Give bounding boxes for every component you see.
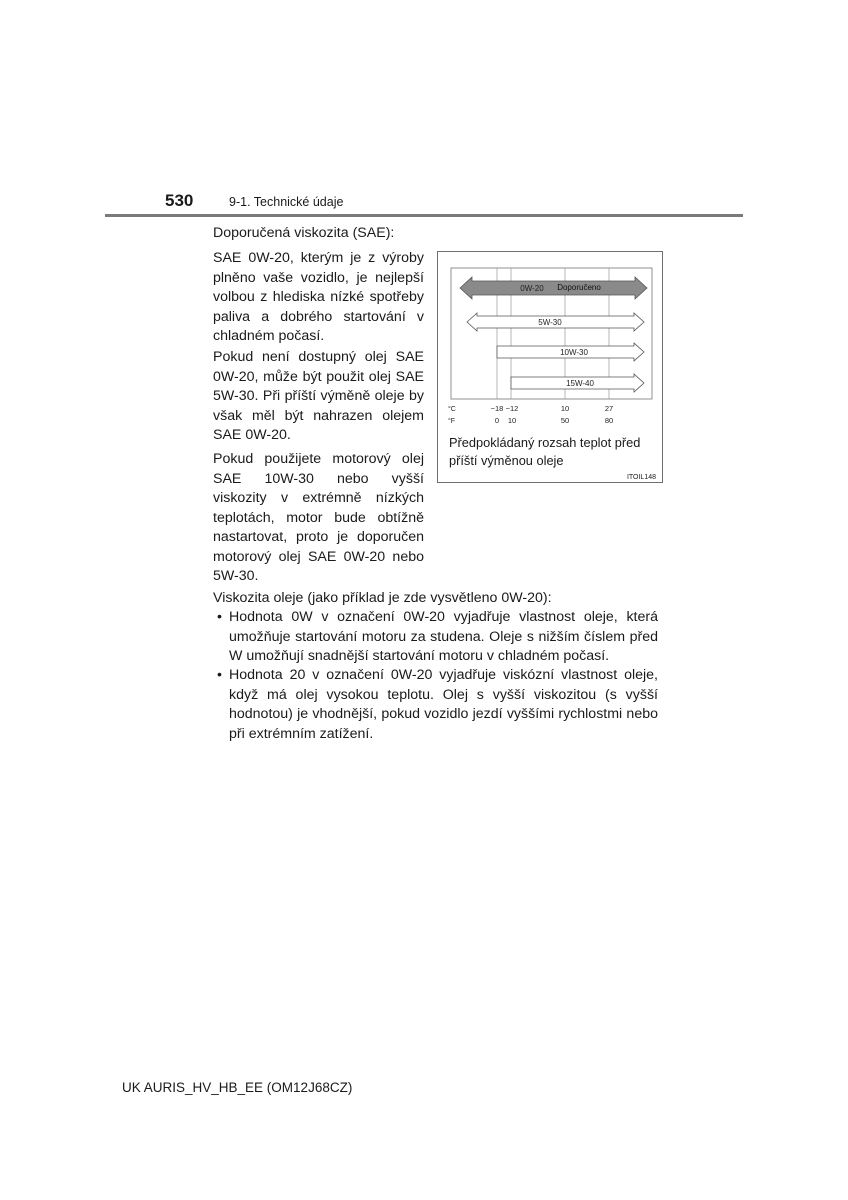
figure-id: ITOIL148 bbox=[626, 474, 656, 481]
bar-10w30-label: 10W-30 bbox=[560, 348, 588, 357]
page-number: 530 bbox=[165, 191, 194, 210]
paragraph-factory-oil: SAE 0W-20, kterým je z výroby plněno vaše vozidlo, je nejlepší volbou z hlediska nízké spotřeby paliva a dobrého startování v chladném počasí. bbox=[213, 250, 424, 344]
bullet-symbol: • bbox=[217, 609, 222, 625]
celsius-tick: −18 bbox=[490, 404, 504, 413]
bar-0w20-arrow bbox=[460, 277, 647, 299]
fahrenheit-tick: 0 bbox=[494, 416, 500, 425]
bar-0w20-tag: Doporučeno bbox=[557, 283, 601, 292]
fahrenheit-unit: °F bbox=[448, 418, 456, 425]
bullet-text: Hodnota 0W v označení 0W-20 vyjadřuje vlastnost oleje, která umožňuje startování motoru za studena. Oleje s nižším číslem před W umožňují snadnější startování motoru v chladném počasí. bbox=[229, 609, 658, 664]
fahrenheit-tick: 50 bbox=[560, 416, 570, 425]
bullet-symbol: • bbox=[217, 667, 222, 683]
paragraph-alternative-oil: Pokud není dostupný olej SAE 0W-20, může být použit olej SAE 5W-30. Při příští výměně oleje by však měl být nahrazen olejem SAE 0W-20. bbox=[213, 349, 424, 443]
list-item bbox=[217, 608, 658, 667]
fahrenheit-tick: 10 bbox=[507, 416, 517, 425]
viscosity-heading: Doporučená viskozita (SAE): bbox=[213, 225, 395, 241]
oil-temperature-figure bbox=[437, 251, 663, 483]
paragraph-viscosity-example: Viskozita oleje (jako příklad je zde vysvětleno 0W-20): bbox=[213, 590, 552, 606]
header-rule bbox=[105, 214, 743, 217]
section-title: 9-1. Technické údaje bbox=[229, 195, 344, 209]
footer-manual-code: UK AURIS_HV_HB_EE (OM12J68CZ) bbox=[122, 1080, 353, 1095]
paragraph-high-viscosity: Pokud použijete motorový olej SAE 10W-30 nebo vyšší viskozity v extrémně nízkých teplotách, motor bude obtížně nastartovat, proto je doporučen motorový olej SAE 0W-20 nebo 5W-30. bbox=[213, 451, 424, 584]
bar-15w40-label: 15W-40 bbox=[566, 379, 594, 388]
bullet-text: Hodnota 20 v označení 0W-20 vyjadřuje viskózní vlastnost oleje, když má olej vysokou teplotu. Olej s vyšší viskozitou (s vyšší hodnotou) je vhodnější, pokud vozidlo jezdí vyššími rychlostmi nebo při extrémním zatížení. bbox=[229, 667, 658, 742]
bar-0w20-label: 0W-20 bbox=[520, 284, 544, 293]
list-item bbox=[217, 666, 658, 744]
celsius-tick: 27 bbox=[604, 404, 614, 413]
celsius-unit: °C bbox=[448, 406, 456, 413]
figure-caption: Předpokládaný rozsah teplot před příští výměnou oleje bbox=[449, 435, 641, 468]
celsius-tick: 10 bbox=[560, 404, 570, 413]
fahrenheit-tick: 80 bbox=[604, 416, 614, 425]
bar-5w30-label: 5W-30 bbox=[538, 318, 562, 327]
celsius-tick: −12 bbox=[505, 404, 519, 413]
